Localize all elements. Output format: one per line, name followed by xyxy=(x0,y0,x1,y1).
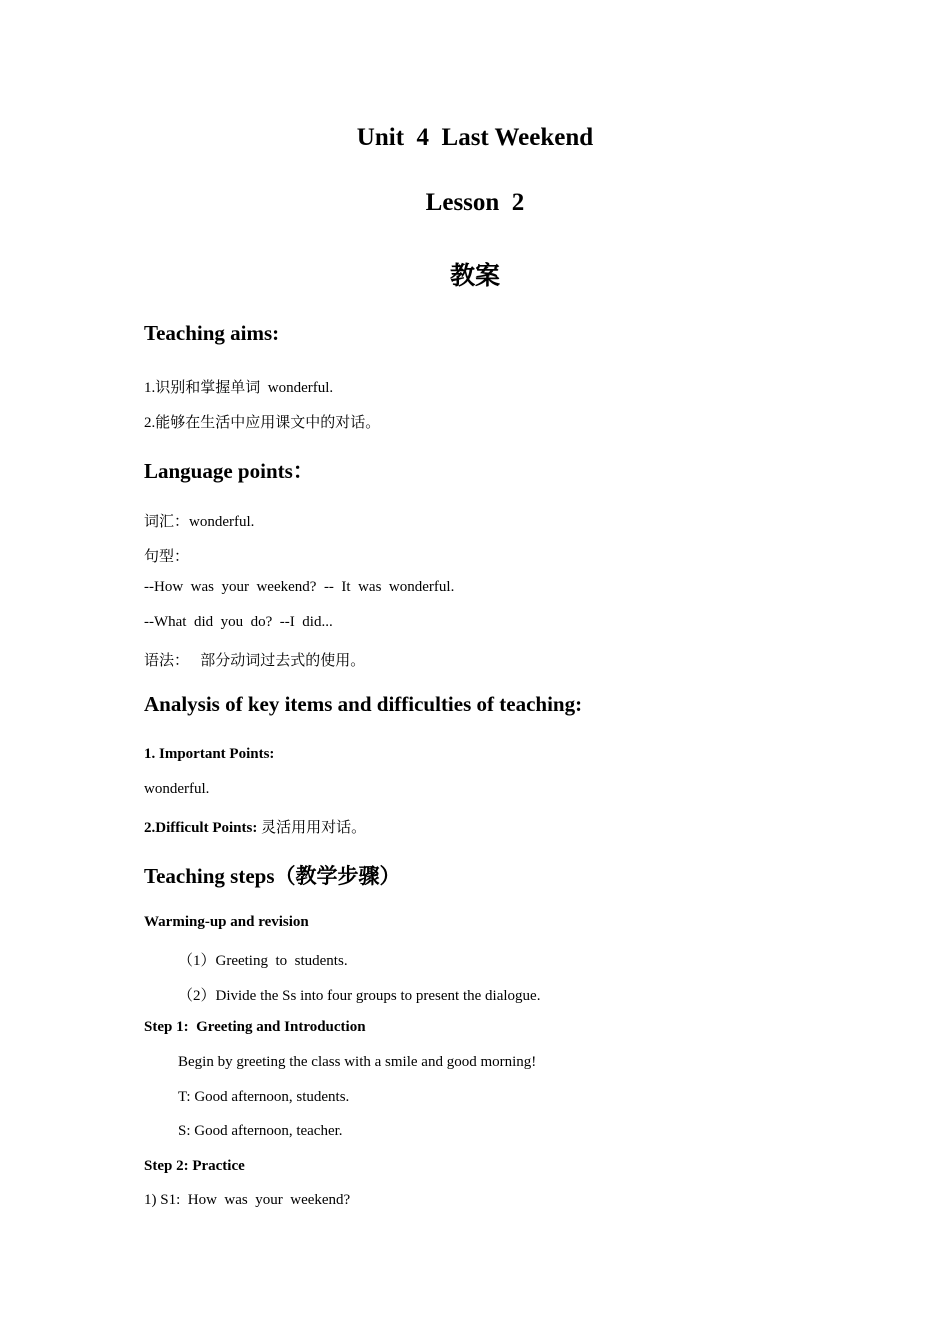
difficult-points-text: 灵活用用对话。 xyxy=(257,820,367,836)
warmup-title: Warming-up and revision xyxy=(144,914,309,930)
analysis-heading: Analysis of key items and difficulties of teaching: xyxy=(144,692,583,716)
step1-line: S: Good afternoon, teacher. xyxy=(178,1123,343,1139)
sentence-pattern-label: 句型： xyxy=(144,549,190,565)
lesson-title: Lesson 2 xyxy=(425,189,525,216)
sentence-pattern-line: --How was your weekend? -- It was wonderful. xyxy=(144,579,455,595)
important-points-label: 1. Important Points: xyxy=(144,746,275,762)
difficult-points-line xyxy=(144,816,366,837)
unit-title: Unit 4 Last Weekend xyxy=(356,124,594,151)
language-points-heading: Language points： xyxy=(144,459,314,483)
aim-item: 2.能够在生活中应用课文中的对话。 xyxy=(144,415,381,431)
step1-title: Step 1: Greeting and Introduction xyxy=(144,1019,366,1035)
difficult-points-label: 2.Difficult Points: xyxy=(144,820,258,836)
plan-title: 教案 xyxy=(449,261,500,290)
important-points-text: wonderful. xyxy=(144,781,210,797)
grammar-line: 语法： 部分动词过去式的使用。 xyxy=(144,653,366,669)
step1-line: Begin by greeting the class with a smile and good morning! xyxy=(178,1054,537,1070)
step2-title: Step 2: Practice xyxy=(144,1158,245,1174)
teaching-aims-heading: Teaching aims: xyxy=(144,321,280,345)
vocabulary-line: 词汇：wonderful. xyxy=(144,514,255,530)
teaching-steps-heading: Teaching steps（教学步骤） xyxy=(144,864,401,888)
step2-line: 1) S1: How was your weekend? xyxy=(144,1192,351,1208)
aim-item: 1.识别和掌握单词 wonderful. xyxy=(144,380,334,396)
warmup-item: （2）Divide the Ss into four groups to present the dialogue. xyxy=(178,988,541,1004)
step1-line: T: Good afternoon, students. xyxy=(178,1089,350,1105)
warmup-item: （1）Greeting to students. xyxy=(178,953,348,969)
sentence-pattern-line: --What did you do? --I did... xyxy=(144,614,333,630)
